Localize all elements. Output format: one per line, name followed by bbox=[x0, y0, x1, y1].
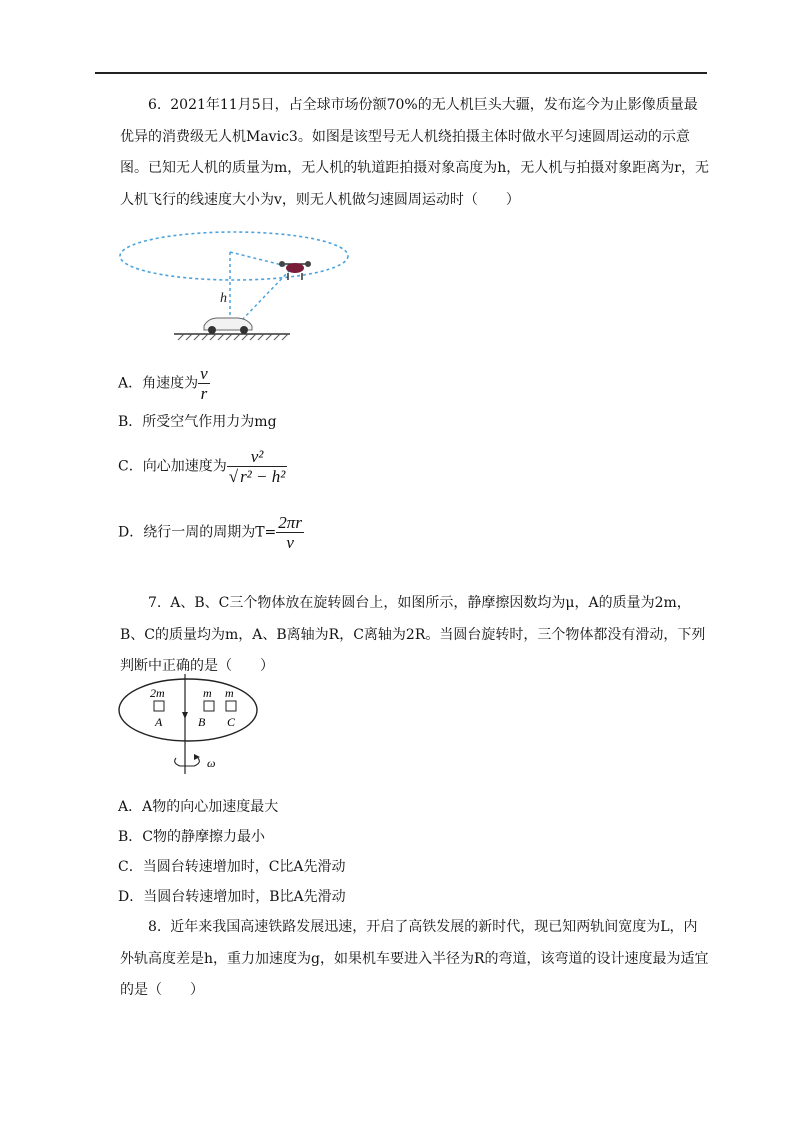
orbit-ellipse bbox=[120, 232, 348, 280]
drone-icon bbox=[279, 261, 311, 280]
label-a: A bbox=[155, 715, 163, 729]
q7-text: A、B、C三个物体放在旋转圆台上，如图所示，静摩擦因数均为μ，A的质量为2m，B、C的质量均为m，A、B离轴为R，C离轴为2R。当圆台旋转时，三个物体都没有滑动，下列判断中正确的是（ ） bbox=[120, 595, 706, 674]
header-rule bbox=[95, 72, 707, 74]
distance-line bbox=[240, 270, 290, 322]
q8-stem bbox=[120, 912, 710, 1007]
omega-label: ω bbox=[207, 756, 216, 770]
block-a bbox=[154, 701, 164, 711]
q7-option-b[interactable]: B．C物的静摩擦力最小 bbox=[118, 829, 265, 845]
q6-option-c[interactable]: C．向心加速度为 $\frac{\text{v²}}{\text{√ r² − h²}}$ bbox=[118, 447, 286, 486]
label-h: h bbox=[220, 291, 227, 306]
q8-number: 8. bbox=[148, 919, 162, 935]
q6-a-fraction: $\frac{v}{r}$ bbox=[200, 364, 208, 403]
mass-c-label: m bbox=[225, 686, 234, 700]
q6-d-fraction: $\frac{2\pi r}{v}$ bbox=[278, 513, 302, 552]
block-b bbox=[204, 701, 214, 711]
q6-option-d[interactable]: D．绕行一周的周期为T= $\frac{2\pi r}{v}$ bbox=[118, 513, 302, 552]
q6-option-b[interactable]: B．所受空气作用力为mg bbox=[118, 414, 277, 430]
q7-number: 7. bbox=[148, 595, 162, 611]
q6-stem bbox=[120, 90, 710, 216]
label-c: C bbox=[227, 715, 236, 729]
ground-hatch bbox=[178, 334, 288, 340]
label-b: B bbox=[198, 715, 206, 729]
mass-b-label: m bbox=[203, 686, 212, 700]
q7-option-a[interactable]: A．A物的向心加速度最大 bbox=[118, 799, 279, 815]
q6-number: 6. bbox=[148, 97, 162, 113]
q7-option-c[interactable]: C．当圆台转速增加时，C比A先滑动 bbox=[118, 859, 346, 875]
rotation-arrow bbox=[175, 758, 200, 766]
q6-option-a[interactable]: A．角速度为 $\frac{v}{r}$ bbox=[118, 364, 208, 403]
q7-stem bbox=[120, 588, 710, 683]
q8-text: 近年来我国高速铁路发展迅速，开启了高铁发展的新时代，现已知两轨间宽度为L，内外轨高度差是h，重力加速度为g，如果机车要进入半径为R的弯道，该弯道的设计速度最为适宜的是（ ） bbox=[120, 919, 709, 998]
q6-text: 2021年11月5日，占全球市场份额70%的无人机巨头大疆，发布迄今为止影像质量最优异的消费级无人机Mavic3。如图是该型号无人机绕拍摄主体时做水平匀速圆周运动的示意图。已知无人机的质量为m，无人机的轨道距拍摄对象高度为h，无人机与拍摄对象距离为r，无人机飞行的线速度大小为v，则无人机做匀速圆周运动时（ ） bbox=[120, 97, 709, 208]
q7-option-d[interactable]: D．当圆台转速增加时，B比A先滑动 bbox=[118, 889, 346, 905]
block-c bbox=[226, 701, 236, 711]
car-icon bbox=[204, 318, 252, 334]
turntable-figure bbox=[114, 670, 264, 778]
q6-c-fraction: $\frac{\text{v²}}{\text{√ r² − h²}}$ bbox=[228, 447, 286, 486]
mass-a-label: 2m bbox=[150, 686, 165, 700]
drone-figure bbox=[112, 222, 352, 344]
